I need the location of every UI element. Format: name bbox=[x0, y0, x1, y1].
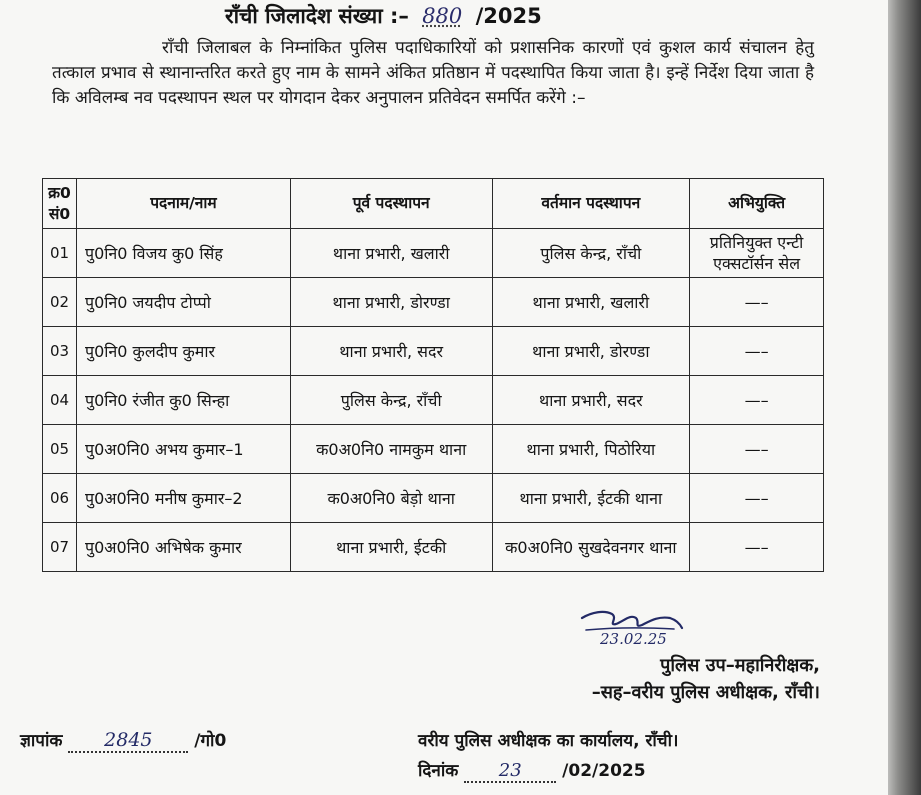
order-title-prefix: राँची जिलादेश संख्या :– bbox=[225, 4, 409, 28]
signature-date: 23.02.25 bbox=[600, 630, 667, 648]
row-name: पु0नि0 कुलदीप कुमार bbox=[76, 327, 290, 376]
row-name: पु0नि0 रंजीत कु0 सिन्हा bbox=[76, 376, 290, 425]
table-row bbox=[43, 474, 824, 523]
designation-line-2: –सह–वरीय पुलिस अधीक्षक, राँची। bbox=[591, 682, 820, 703]
row-remarks: —– bbox=[690, 376, 824, 425]
row-name: पु0अ0नि0 मनीष कुमार–2 bbox=[76, 474, 290, 523]
table-row bbox=[43, 425, 824, 474]
row-previous-posting: थाना प्रभारी, डोरण्डा bbox=[290, 278, 492, 327]
row-name: पु0अ0नि0 अभय कुमार–1 bbox=[76, 425, 290, 474]
memo-number: 2845 bbox=[68, 729, 188, 753]
row-current-posting: थाना प्रभारी, खलारी bbox=[492, 278, 690, 327]
header-remarks: अभियुक्ति bbox=[690, 179, 824, 229]
date-line bbox=[418, 758, 646, 783]
transfer-table bbox=[42, 178, 824, 572]
row-remarks: —– bbox=[690, 327, 824, 376]
table-row bbox=[43, 327, 824, 376]
memo-suffix: /गो0 bbox=[194, 731, 227, 751]
order-year: /2025 bbox=[475, 4, 542, 28]
row-sn: 05 bbox=[43, 425, 77, 474]
table-row bbox=[43, 229, 824, 278]
header-name: पदनाम/नाम bbox=[76, 179, 290, 229]
row-sn: 03 bbox=[43, 327, 77, 376]
table-row bbox=[43, 278, 824, 327]
row-previous-posting: थाना प्रभारी, ईटकी bbox=[290, 523, 492, 572]
row-remarks: —– bbox=[690, 523, 824, 572]
row-name: पु0नि0 जयदीप टोप्पो bbox=[76, 278, 290, 327]
header-previous-posting: पूर्व पदस्थापन bbox=[290, 179, 492, 229]
date-label: दिनांक bbox=[418, 761, 459, 781]
office-name: वरीय पुलिस अधीक्षक का कार्यालय, राँची। bbox=[418, 731, 679, 751]
row-current-posting: थाना प्रभारी, ईटकी थाना bbox=[492, 474, 690, 523]
row-current-posting: थाना प्रभारी, सदर bbox=[492, 376, 690, 425]
header-current-posting: वर्तमान पदस्थापन bbox=[492, 179, 690, 229]
row-sn: 07 bbox=[43, 523, 77, 572]
order-number: 880 bbox=[422, 4, 463, 28]
row-sn: 01 bbox=[43, 229, 77, 278]
table-row bbox=[43, 376, 824, 425]
row-current-posting: पुलिस केन्द्र, राँची bbox=[492, 229, 690, 278]
row-previous-posting: पुलिस केन्द्र, राँची bbox=[290, 376, 492, 425]
row-previous-posting: थाना प्रभारी, खलारी bbox=[290, 229, 492, 278]
page-edge-shadow bbox=[888, 0, 921, 795]
row-previous-posting: क0अ0नि0 नामकुम थाना bbox=[290, 425, 492, 474]
date-day: 23 bbox=[464, 760, 556, 783]
row-sn: 04 bbox=[43, 376, 77, 425]
memo-number-line bbox=[20, 728, 226, 753]
row-sn: 02 bbox=[43, 278, 77, 327]
header-sn: क्र0 सं0 bbox=[43, 179, 77, 229]
row-current-posting: क0अ0नि0 सुखदेवनगर थाना bbox=[492, 523, 690, 572]
row-previous-posting: थाना प्रभारी, सदर bbox=[290, 327, 492, 376]
row-name: पु0अ0नि0 अभिषेक कुमार bbox=[76, 523, 290, 572]
row-previous-posting: क0अ0नि0 बेड़ो थाना bbox=[290, 474, 492, 523]
designation-line-1: पुलिस उप–महानिरीक्षक, bbox=[660, 655, 820, 676]
memo-label: ज्ञापांक bbox=[20, 731, 63, 751]
date-suffix: /02/2025 bbox=[562, 761, 646, 781]
row-name: पु0नि0 विजय कु0 सिंह bbox=[76, 229, 290, 278]
order-title bbox=[225, 2, 542, 30]
signatory-designation bbox=[490, 652, 820, 706]
table-row bbox=[43, 523, 824, 572]
row-remarks: प्रतिनियुक्त एन्टी एक्सटॉर्सन सेल bbox=[690, 229, 824, 278]
order-body-text: राँची जिलाबल के निम्नांकित पुलिस पदाधिकारियों को प्रशासनिक कारणों एवं कुशल कार्य संचालन हेतु तत्काल प्रभाव से स्थानान्तरित करते हुए नाम के सामने अंकित प्रतिष्ठान में पदस्थापित किया जाता है। इन्हें निर्देश दिया जाता है कि अविलम्ब नव पदस्थापन स्थल पर योगदान देकर अनुपालन प्रतिवेदन समर्पित करेंगे :– bbox=[52, 38, 814, 108]
row-current-posting: थाना प्रभारी, डोरण्डा bbox=[492, 327, 690, 376]
table-header-row bbox=[43, 179, 824, 229]
row-sn: 06 bbox=[43, 474, 77, 523]
row-remarks: —– bbox=[690, 278, 824, 327]
row-remarks: —– bbox=[690, 474, 824, 523]
row-remarks: —– bbox=[690, 425, 824, 474]
row-current-posting: थाना प्रभारी, पिठोरिया bbox=[492, 425, 690, 474]
